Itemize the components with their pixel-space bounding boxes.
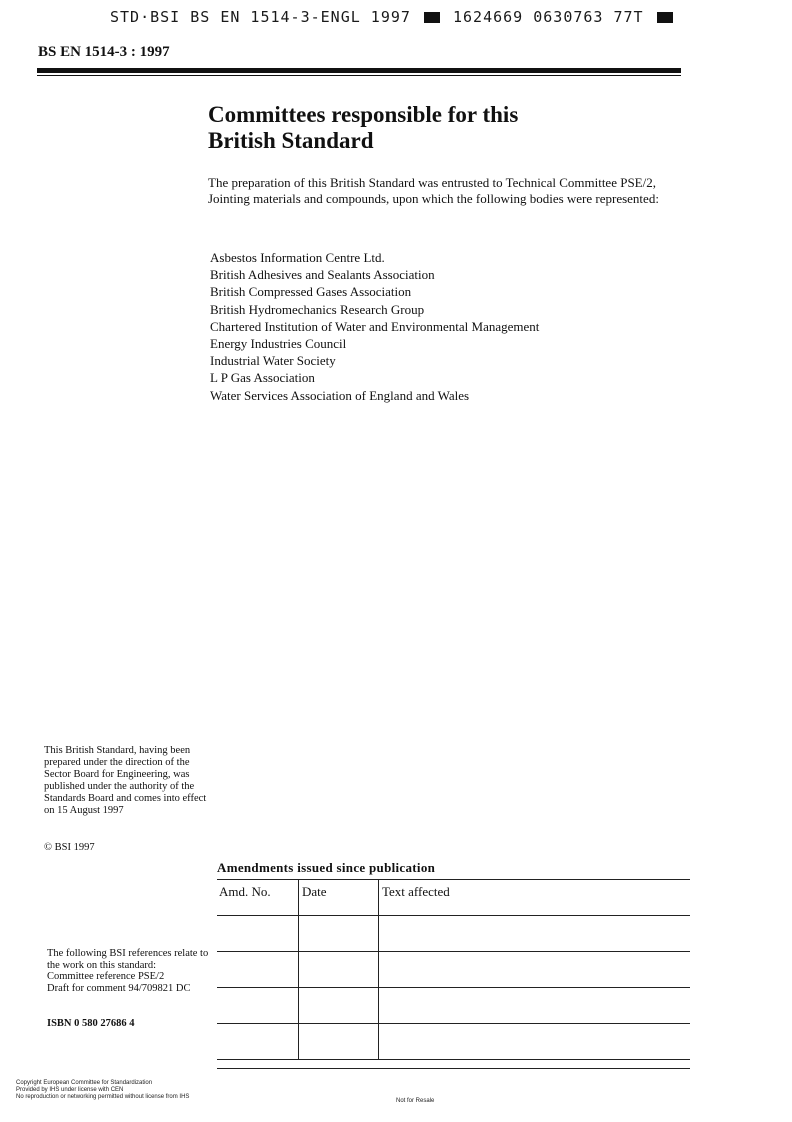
- amendments-title: Amendments issued since publication: [217, 860, 436, 875]
- table-cell: [217, 1024, 299, 1060]
- list-item: British Adhesives and Sealants Association: [210, 267, 435, 283]
- list-item: British Hydromechanics Research Group: [210, 301, 425, 317]
- licensing-footer: [16, 1080, 189, 1101]
- represented-bodies-list: [210, 249, 539, 404]
- intro-paragraph: The preparation of this British Standard was entrusted to Technical Committee PSE/2, Jointing materials and compounds, upon which the following bodies were represented:: [208, 175, 659, 206]
- page-title-line2: British Standard: [208, 128, 374, 153]
- footer-copyright: Copyright European Committee for Standardization: [16, 1080, 153, 1086]
- redaction-block: [657, 12, 673, 23]
- publication-note: This British Standard, having been prepared under the direction of the Sector Board for Engineering, was published under the authority of the Standards Board and comes into effect on 15 August 1997: [44, 745, 207, 816]
- table-cell: [299, 952, 379, 988]
- table-cell: [379, 988, 691, 1024]
- table-cell: [217, 988, 299, 1024]
- list-item: British Compressed Gases Association: [210, 284, 412, 300]
- header-rule-thin: [37, 75, 681, 76]
- table-row: [217, 916, 690, 952]
- scan-header-part1: STD·BSI BS EN 1514-3-ENGL 1997: [110, 8, 411, 26]
- footer-rule: [217, 1068, 690, 1069]
- table-row: [217, 1024, 690, 1060]
- list-item: Energy Industries Council: [210, 336, 347, 352]
- table-cell: [299, 1024, 379, 1060]
- committee-reference: Committee reference PSE/2: [47, 971, 165, 983]
- scan-header-code: [110, 8, 676, 26]
- table-cell: [217, 916, 299, 952]
- list-item: Industrial Water Society: [210, 353, 336, 369]
- copyright-notice: © BSI 1997: [44, 842, 95, 853]
- footer-provider: Provided by IHS under license with CEN: [16, 1087, 124, 1093]
- list-item: Asbestos Information Centre Ltd.: [210, 250, 385, 265]
- header-rule-thick: [37, 68, 681, 73]
- draft-reference: Draft for comment 94/709821 DC: [47, 982, 191, 994]
- not-for-resale-label: Not for Resale: [396, 1098, 435, 1104]
- table-cell: [217, 952, 299, 988]
- footer-restriction: No reproduction or networking permitted without license from IHS: [16, 1094, 190, 1100]
- isbn: ISBN 0 580 27686 4: [47, 1018, 135, 1029]
- table-cell: [379, 916, 691, 952]
- table-cell: [379, 1024, 691, 1060]
- redaction-block: [424, 12, 440, 23]
- column-header-date: Date: [299, 880, 379, 916]
- table-row: [217, 988, 690, 1024]
- list-item: L P Gas Association: [210, 370, 315, 386]
- list-item: Chartered Institution of Water and Environmental Management: [210, 318, 540, 334]
- column-header-text-affected: Text affected: [382, 884, 450, 899]
- column-header-amd-no: Amd. No.: [217, 880, 299, 916]
- amendments-table: [217, 879, 690, 1060]
- table-cell: [379, 952, 691, 988]
- page-title: [208, 102, 678, 154]
- references-intro: The following BSI references relate to the work on this standard:: [47, 948, 209, 971]
- table-cell: [299, 916, 379, 952]
- bsi-references: [47, 948, 212, 994]
- table-row: [217, 952, 690, 988]
- table-header-row: [217, 880, 690, 916]
- page-title-line1: Committees responsible for this: [208, 102, 519, 127]
- scan-header-part2: 1624669 0630763 77T: [453, 8, 644, 26]
- document-id: BS EN 1514-3 : 1997: [38, 44, 170, 60]
- list-item: Water Services Association of England and Wales: [210, 387, 470, 403]
- table-cell: [299, 988, 379, 1024]
